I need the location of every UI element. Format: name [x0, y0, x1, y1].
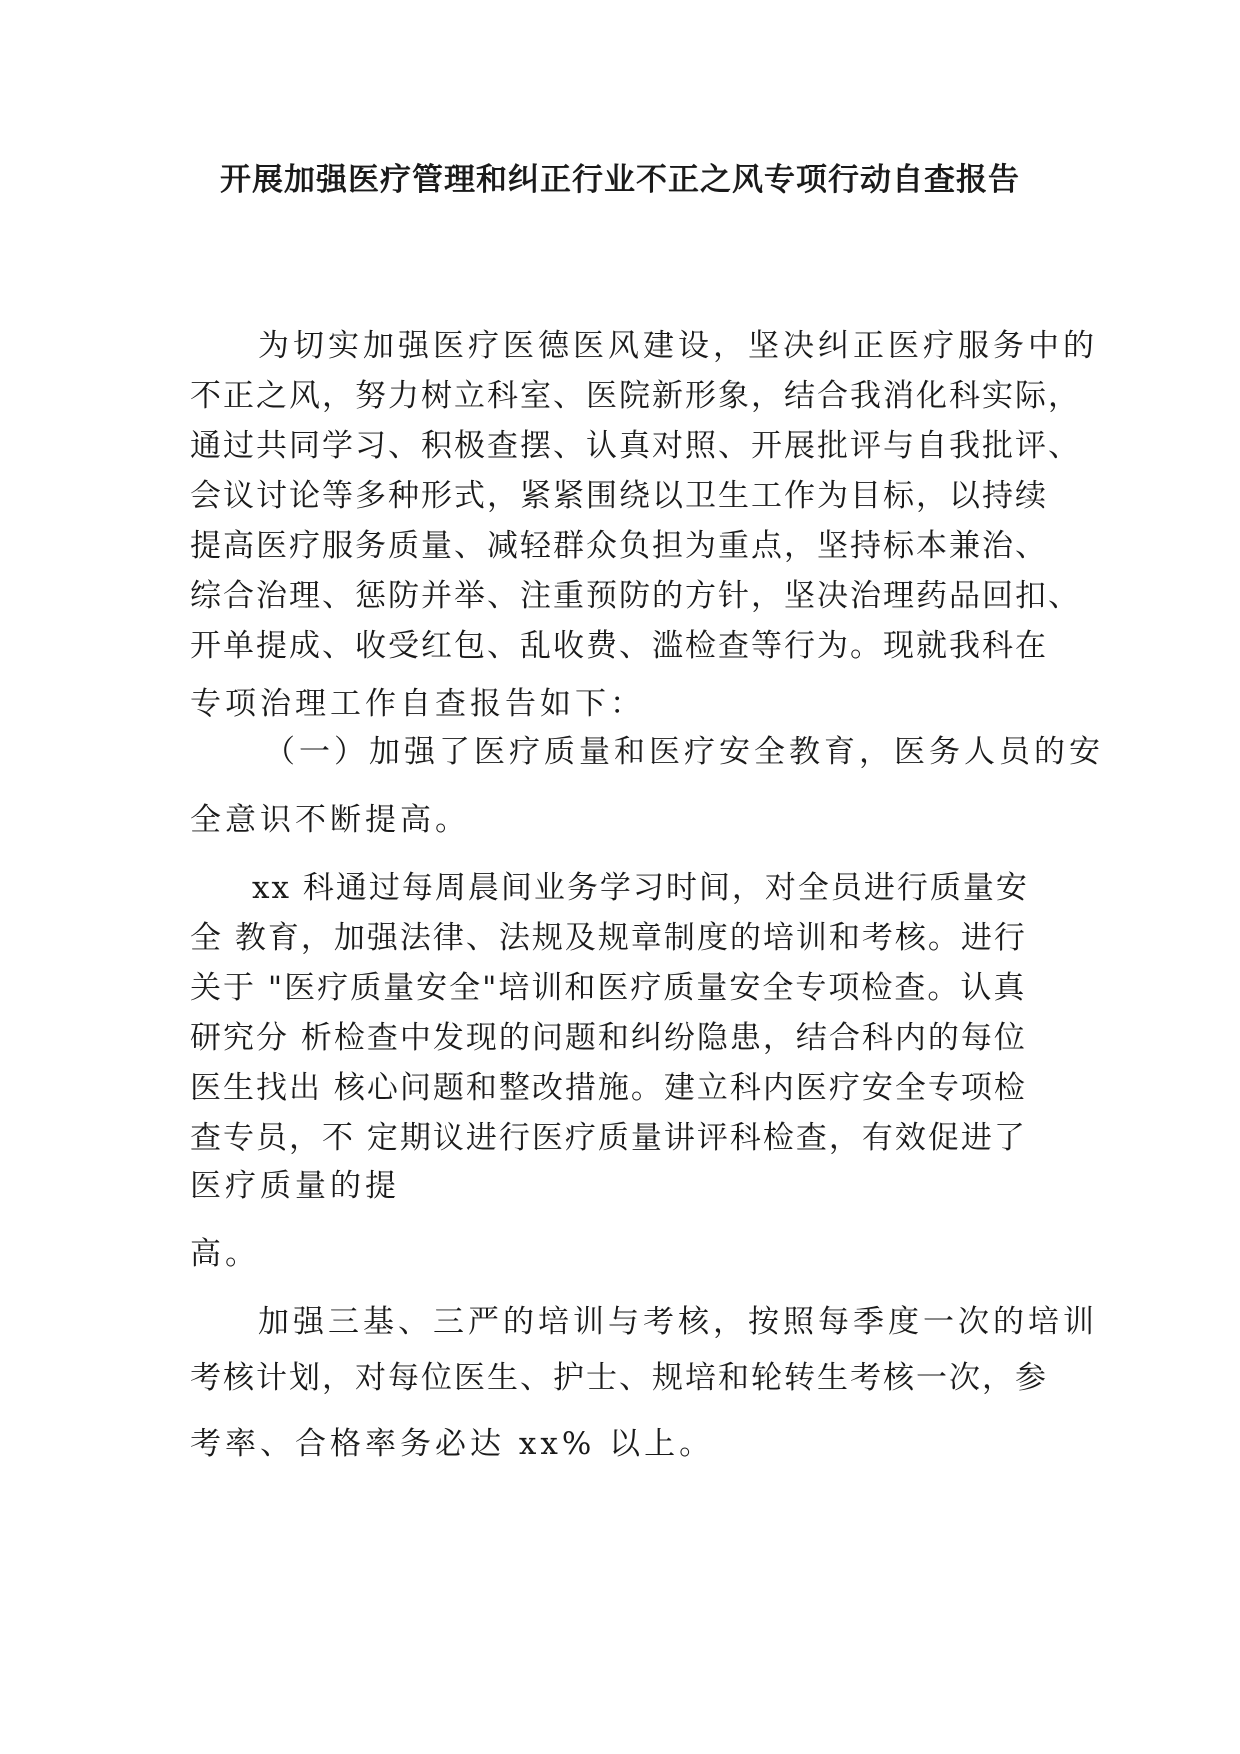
body-line: 为切实加强医疗医德医风建设，坚决纠正医疗服务中的: [258, 328, 1098, 364]
body-line: 加强三基、三严的培训与考核，按照每季度一次的培训: [258, 1304, 1098, 1340]
body-line: 关于 "医疗质量安全"培训和医疗质量安全专项检查。认真: [190, 970, 1027, 1006]
body-line: 查专员，不 定期议进行医疗质量讲评科检查，有效促进了: [190, 1120, 1027, 1156]
body-line: xx 科通过每周晨间业务学习时间，对全员进行质量安: [252, 870, 1029, 906]
section-heading: （一）加强了医疗质量和医疗安全教育，医务人员的安: [264, 734, 1104, 770]
body-line: 研究分 析检查中发现的问题和纠纷隐患，结合科内的每位: [190, 1020, 1027, 1056]
body-line: 全 教育，加强法律、法规及规章制度的培训和考核。进行: [190, 920, 1027, 956]
body-line: 不正之风，努力树立科室、医院新形象，结合我消化科实际，: [190, 378, 1081, 414]
body-line: 开单提成、收受红包、乱收费、滥检查等行为。现就我科在: [190, 628, 1048, 664]
body-line: 会议讨论等多种形式，紧紧围绕以卫生工作为目标，以持续: [190, 478, 1048, 514]
body-line: 通过共同学习、积极查摆、认真对照、开展批评与自我批评、: [190, 428, 1081, 464]
section-heading-cont: 全意识不断提高。: [190, 802, 470, 838]
body-line: 专项治理工作自查报告如下：: [190, 686, 645, 722]
body-line: 医疗质量的提: [190, 1168, 400, 1204]
document-title: 开展加强医疗管理和纠正行业不正之风专项行动自查报告: [220, 162, 1020, 198]
body-line: 高。: [190, 1236, 260, 1272]
body-line: 考核计划，对每位医生、护士、规培和轮转生考核一次，参: [190, 1360, 1048, 1396]
body-line: 医生找出 核心问题和整改措施。建立科内医疗安全专项检: [190, 1070, 1027, 1106]
body-line: 综合治理、惩防并举、注重预防的方针，坚决治理药品回扣、: [190, 578, 1081, 614]
body-line: 考率、合格率务必达 xx% 以上。: [190, 1426, 715, 1462]
body-line: 提高医疗服务质量、减轻群众负担为重点，坚持标本兼治、: [190, 528, 1048, 564]
